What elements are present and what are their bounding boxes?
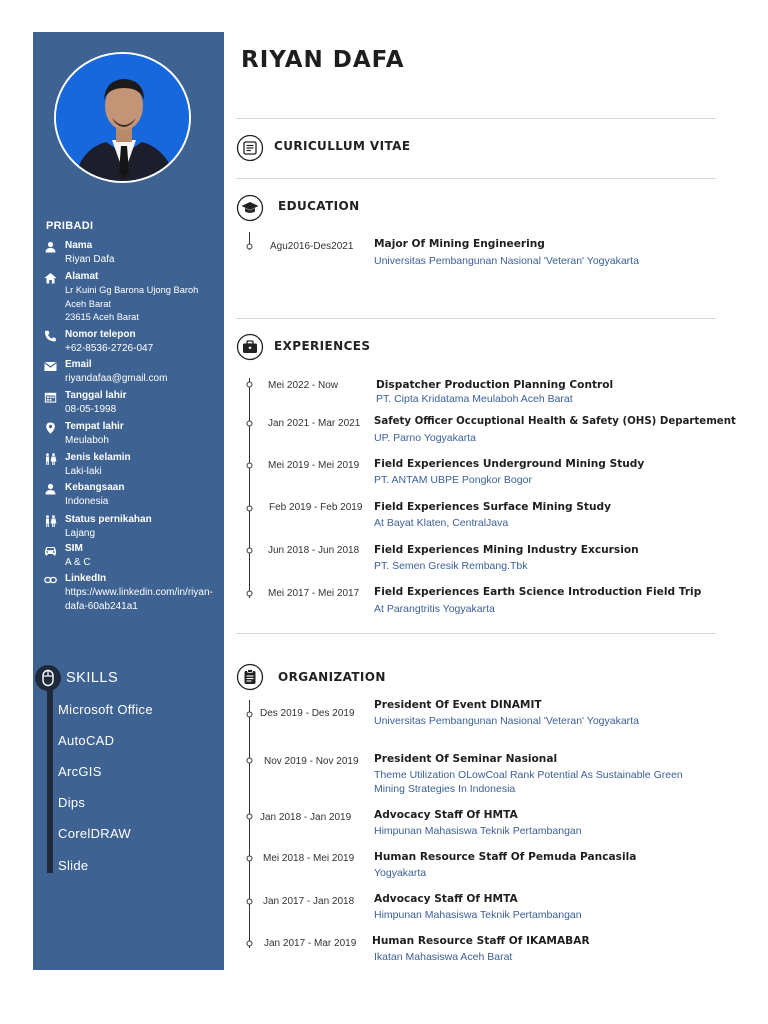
timeline-dot — [246, 420, 253, 427]
organization-title: President Of Seminar Nasional — [374, 753, 558, 765]
personal-label: SIM — [65, 543, 83, 554]
briefcase-icon — [236, 333, 264, 361]
organization-detail: Himpunan Mahasiswa Teknik Pertambangan — [374, 825, 582, 837]
gender-icon — [44, 453, 57, 465]
experience-date: Jan 2021 - Mar 2021 — [268, 418, 361, 429]
timeline-dot — [246, 813, 253, 820]
personal-section-title: PRIBADI — [46, 220, 94, 232]
organization-title: President Of Event DINAMIT — [374, 699, 542, 711]
education-institution: Universitas Pembangunan Nasional 'Veteran' Yogyakarta — [374, 255, 639, 267]
organization-detail-line-1: Theme Utilization OLowCoal Rank Potential As Sustainable Green — [374, 769, 683, 781]
personal-value — [65, 284, 230, 325]
home-icon — [44, 272, 57, 284]
timeline-dot — [246, 590, 253, 597]
timeline-dot — [246, 711, 253, 718]
organization-detail-line-2: Mining Strategies In Indonesia — [374, 783, 516, 795]
personal-value: riyandafaa@gmail.com — [65, 373, 168, 384]
organization-detail: Universitas Pembangunan Nasional 'Veteran' Yogyakarta — [374, 715, 639, 727]
personal-value: Meulaboh — [65, 435, 109, 446]
experience-date: Jun 2018 - Jun 2018 — [268, 545, 360, 556]
organization-title: Advocacy Staff Of HMTA — [374, 809, 518, 821]
timeline-dot — [246, 898, 253, 905]
section-title-cv: CURICULLUM VITAE — [274, 139, 411, 153]
divider — [236, 118, 716, 119]
person-icon — [44, 483, 57, 495]
personal-value: Indonesia — [65, 496, 109, 507]
divider — [236, 318, 716, 319]
personal-value: 08-05-1998 — [65, 404, 117, 415]
experience-date: Feb 2019 - Feb 2019 — [269, 502, 363, 513]
organization-date: Des 2019 - Des 2019 — [260, 708, 355, 719]
timeline-dot — [246, 855, 253, 862]
personal-label: Nama — [65, 240, 93, 251]
skills-title: SKILLS — [66, 670, 119, 686]
organization-title: Human Resource Staff Of Pemuda Pancasila — [374, 851, 637, 863]
organization-title: Human Resource Staff Of IKAMABAR — [372, 935, 590, 947]
skill-item: Slide — [58, 858, 89, 873]
personal-value: A & C — [65, 557, 91, 568]
skill-item: AutoCAD — [58, 733, 115, 748]
experience-company: At Bayat Klaten, CentralJava — [374, 517, 509, 529]
address-line-1: Lr Kuini Gg Barona Ujong Baroh — [65, 285, 199, 295]
personal-value: Riyan Dafa — [65, 254, 115, 265]
candidate-name: RIYAN DAFA — [241, 47, 405, 73]
organization-date: Mei 2018 - Mei 2019 — [263, 853, 355, 864]
personal-label: Tempat lahir — [65, 421, 124, 432]
timeline-dot — [246, 243, 253, 250]
experience-company: PT. Cipta Kridatama Meulaboh Aceh Barat — [376, 393, 573, 405]
address-line-2: Aceh Barat — [65, 298, 111, 309]
experience-title: Dispatcher Production Planning Control — [376, 379, 614, 391]
calendar-icon — [44, 391, 57, 403]
organization-detail: Yogyakarta — [374, 867, 427, 879]
timeline-dot — [246, 757, 253, 764]
personal-label: Alamat — [65, 271, 99, 282]
education-date: Agu2016-Des2021 — [270, 241, 354, 252]
section-title-education: EDUCATION — [278, 199, 360, 213]
personal-label: Email — [65, 359, 92, 370]
experience-title: Field Experiences Underground Mining Study — [374, 458, 645, 470]
organization-date: Jan 2017 - Jan 2018 — [263, 896, 355, 907]
experience-date: Mei 2019 - Mei 2019 — [268, 460, 360, 471]
personal-value: Laki-laki — [65, 466, 102, 477]
timeline-dot — [246, 505, 253, 512]
experience-timeline — [249, 378, 250, 598]
section-title-organization: ORGANIZATION — [278, 670, 386, 684]
clipboard-icon — [236, 663, 264, 691]
personal-label: Jenis kelamin — [65, 452, 131, 463]
experience-title: Field Experiences Earth Science Introduction Field Trip — [374, 586, 702, 598]
personal-label: LinkedIn — [65, 573, 107, 584]
document-icon — [236, 134, 264, 162]
mouse-icon — [34, 664, 62, 692]
personal-label: Nomor telepon — [65, 329, 136, 340]
experience-company: PT. ANTAM UBPE Pongkor Bogor — [374, 474, 532, 486]
section-title-experiences: EXPERIENCES — [274, 339, 371, 353]
marital-status-icon — [44, 515, 57, 527]
personal-label: Tanggal lahir — [65, 390, 127, 401]
organization-date: Jan 2017 - Mar 2019 — [264, 938, 357, 949]
skills-bar — [47, 688, 53, 873]
timeline-dot — [246, 547, 253, 554]
location-pin-icon — [44, 422, 57, 434]
personal-label: Status pernikahan — [65, 514, 152, 525]
experience-company: PT. Semen Gresik Rembang.Tbk — [374, 560, 528, 572]
mail-icon — [44, 360, 57, 372]
skill-item: Dips — [58, 795, 86, 810]
experience-date: Mei 2022 - Now — [268, 380, 339, 391]
timeline-dot — [246, 940, 253, 947]
graduation-cap-icon — [236, 194, 264, 222]
timeline-dot — [246, 381, 253, 388]
experience-title: Field Experiences Surface Mining Study — [374, 501, 612, 513]
divider — [236, 633, 716, 634]
education-title: Major Of Mining Engineering — [374, 238, 545, 250]
linkedin-url-line-1[interactable]: https://www.linkedin.com/in/riyan- — [65, 587, 213, 598]
skill-item: Microsoft Office — [58, 702, 153, 717]
linkedin-url-line-2[interactable]: dafa-60ab241a1 — [65, 600, 138, 612]
experience-title: Safety Officer Occuptional Health & Safety (OHS) Departement — [374, 416, 736, 427]
personal-label: Kebangsaan — [65, 482, 125, 493]
profile-photo — [54, 52, 191, 183]
experience-date: Mei 2017 - Mei 2017 — [268, 588, 360, 599]
phone-icon — [44, 330, 57, 342]
sidebar — [33, 32, 224, 970]
divider — [236, 178, 716, 179]
personal-value: +62-8536-2726-047 — [65, 343, 154, 354]
experience-title: Field Experiences Mining Industry Excursion — [374, 544, 639, 556]
skill-item: CorelDRAW — [58, 826, 132, 841]
person-icon — [44, 241, 57, 253]
organization-detail: Ikatan Mahasiswa Aceh Barat — [374, 951, 513, 963]
organization-title: Advocacy Staff Of HMTA — [374, 893, 518, 905]
organization-detail: Himpunan Mahasiswa Teknik Pertambangan — [374, 909, 582, 921]
link-icon — [44, 574, 57, 586]
personal-value: Lajang — [65, 528, 96, 539]
organization-timeline — [249, 700, 250, 948]
organization-date: Nov 2019 - Nov 2019 — [264, 756, 359, 767]
skill-item: ArcGIS — [58, 764, 102, 779]
organization-date: Jan 2018 - Jan 2019 — [260, 812, 352, 823]
organization-detail — [374, 768, 683, 796]
car-icon — [44, 544, 57, 556]
linkedin-url[interactable] — [65, 586, 230, 613]
experience-company: At Parangtritis Yogyakarta — [374, 603, 495, 615]
experience-company: UP. Parno Yogyakarta — [374, 432, 476, 444]
timeline-dot — [246, 462, 253, 469]
address-line-3: 23615 Aceh Barat — [65, 312, 139, 322]
